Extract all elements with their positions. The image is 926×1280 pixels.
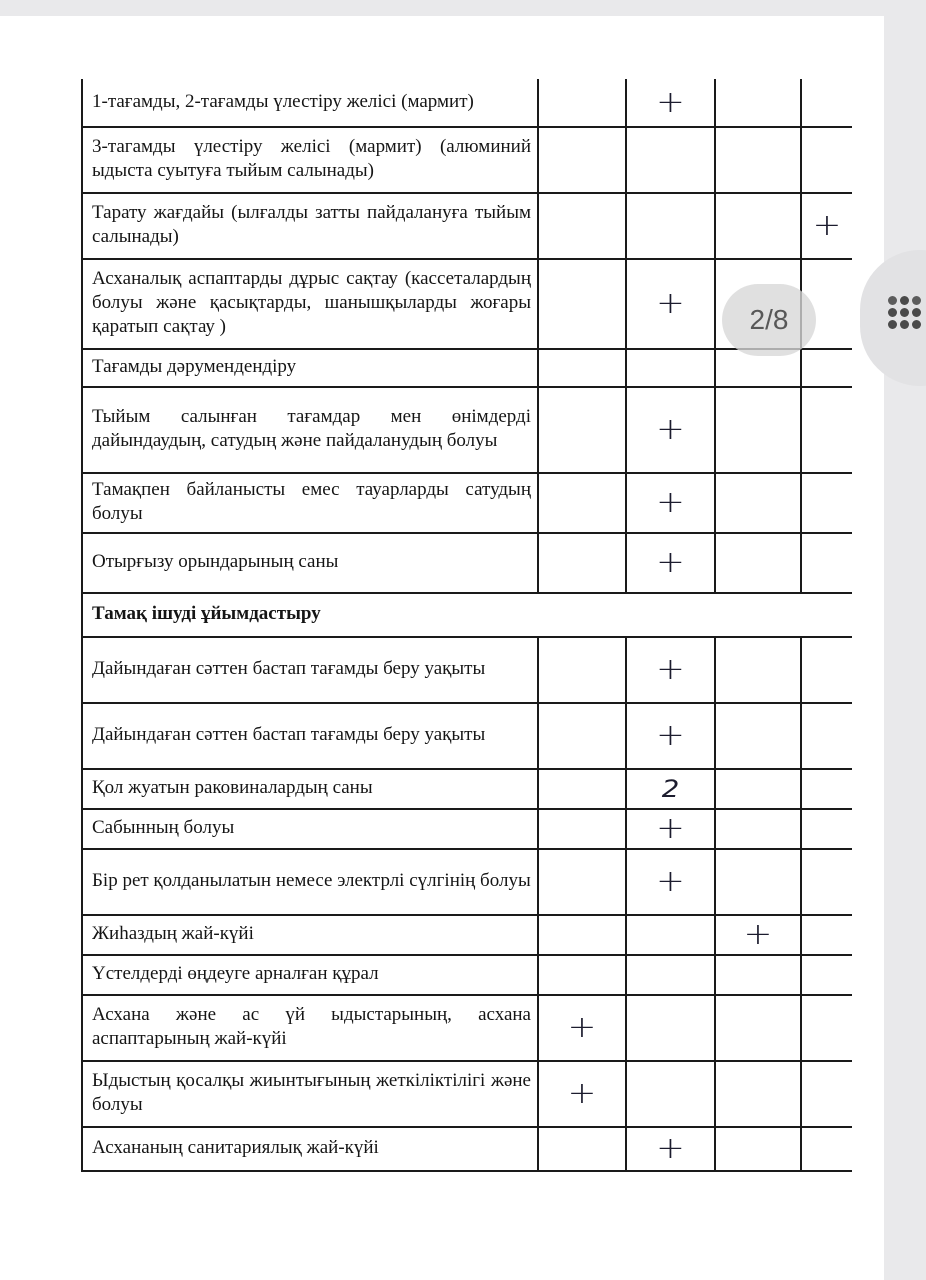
- mark-cell-3: [715, 193, 801, 259]
- section-title: Тамақ ішуді ұйымдастыру: [82, 593, 852, 637]
- mark-cell-1: [538, 955, 626, 995]
- mark-cell-2: [626, 1127, 715, 1171]
- table-row: [82, 995, 852, 1061]
- criterion-label: Жиһаздың жай-күйі: [82, 915, 538, 955]
- mark-cell-1: [538, 193, 626, 259]
- page-indicator: 2/8: [722, 284, 816, 356]
- mark-cell-2: [626, 637, 715, 703]
- mark-cell-2: [626, 193, 715, 259]
- mark-cell-4: [801, 473, 852, 533]
- table-row: [82, 1127, 852, 1171]
- table-row: [82, 849, 852, 915]
- mark-cell-4: [801, 995, 852, 1061]
- mark-cell-1: [538, 809, 626, 849]
- check-mark: +: [656, 718, 685, 753]
- check-mark: +: [656, 84, 685, 120]
- table-row: [82, 473, 852, 533]
- criterion-label: Тамақпен байланысты емес тауарларды сатудың болуы: [82, 473, 538, 533]
- mark-cell-2: [626, 809, 715, 849]
- mark-cell-1: [538, 849, 626, 915]
- criterion-label: Асханалық аспаптарды дұрыс сақтау (кассеталардың болуы және қасықтарды, шанышқыларды жоғары қаратып сақтау ): [82, 259, 538, 349]
- mark-cell-3: [715, 387, 801, 473]
- mark-cell-3: [715, 995, 801, 1061]
- mark-cell-3: [715, 915, 801, 955]
- mark-cell-4: [801, 809, 852, 849]
- mark-cell-1: [538, 1127, 626, 1171]
- mark-cell-3: [715, 79, 801, 127]
- mark-cell-4: [801, 703, 852, 769]
- check-mark: +: [567, 1076, 597, 1111]
- mark-cell-1: [538, 349, 626, 387]
- table-row: [82, 387, 852, 473]
- mark-cell-1: [538, 995, 626, 1061]
- check-mark: +: [656, 485, 685, 520]
- check-mark: +: [656, 864, 685, 899]
- criterion-label: 3-тагамды үлестіру желісі (мармит) (алюминий ыдыста суытуға тыйым салынады): [82, 127, 538, 193]
- mark-cell-3: [715, 703, 801, 769]
- mark-cell-4: [801, 533, 852, 593]
- mark-cell-1: [538, 127, 626, 193]
- check-mark: +: [656, 652, 685, 687]
- mark-cell-4: [801, 637, 852, 703]
- check-mark: +: [656, 1131, 685, 1166]
- mark-cell-2: [626, 127, 715, 193]
- inspection-checklist-table: [81, 79, 852, 1172]
- criterion-label: Үстелдерді өңдеуге арналған құрал: [82, 955, 538, 995]
- check-mark: +: [567, 1010, 597, 1045]
- check-mark: +: [656, 545, 685, 580]
- mark-cell-2: [626, 995, 715, 1061]
- mark-cell-4: [801, 79, 852, 127]
- mark-cell-3: [715, 127, 801, 193]
- mark-cell-4: [801, 1127, 852, 1171]
- mark-cell-3: [715, 533, 801, 593]
- criterion-label: Сабынның болуы: [82, 809, 538, 849]
- table-row: [82, 769, 852, 809]
- table-row: [82, 703, 852, 769]
- mark-cell-4: [801, 955, 852, 995]
- mark-cell-2: [626, 849, 715, 915]
- table-row: [82, 349, 852, 387]
- mark-cell-2: [626, 259, 715, 349]
- mark-cell-1: [538, 533, 626, 593]
- criterion-label: Ыдыстың қосалқы жиынтығының жеткіліктілігі және болуы: [82, 1061, 538, 1127]
- section-header-row: [82, 593, 852, 637]
- table-row: [82, 637, 852, 703]
- criterion-label: Дайындаған сәттен бастап тағамды беру уақыты: [82, 637, 538, 703]
- mark-cell-4: [801, 349, 852, 387]
- mark-cell-3: [715, 1127, 801, 1171]
- criterion-label: Асхана және ас үй ыдыстарының, асхана аспаптарының жай-күйі: [82, 995, 538, 1061]
- mark-cell-3: [715, 769, 801, 809]
- check-mark: +: [656, 811, 685, 846]
- mark-cell-2: [626, 79, 715, 127]
- table-row: [82, 533, 852, 593]
- mark-cell-1: [538, 637, 626, 703]
- criterion-label: Дайындаған сәттен бастап тағамды беру уақыты: [82, 703, 538, 769]
- grid-dots-icon[interactable]: [888, 296, 922, 336]
- table-row: [82, 955, 852, 995]
- mark-cell-2: [626, 387, 715, 473]
- criterion-label: Тағамды дәрумендендіру: [82, 349, 538, 387]
- check-mark: +: [743, 917, 773, 952]
- criterion-label: 1-тағамды, 2-тағамды үлестіру желісі (мармит): [82, 79, 538, 127]
- mark-cell-4: [801, 193, 852, 259]
- mark-cell-4: [801, 915, 852, 955]
- mark-cell-4: [801, 1061, 852, 1127]
- check-mark: +: [656, 412, 685, 447]
- criterion-label: Тыйым салынған тағамдар мен өнімдерді дайындаудың, сатудың және пайдаланудың болуы: [82, 387, 538, 473]
- mark-cell-3: [715, 849, 801, 915]
- mark-cell-2: [626, 533, 715, 593]
- table-row: [82, 127, 852, 193]
- mark-cell-4: [801, 387, 852, 473]
- mark-cell-4: [801, 769, 852, 809]
- criterion-label: Тарату жағдайы (ылғалды затты пайдалануға тыйым салынады): [82, 193, 538, 259]
- handwritten-value: 2: [661, 775, 680, 803]
- criterion-label: Бір рет қолданылатын немесе электрлі сүлгінің болуы: [82, 849, 538, 915]
- mark-cell-1: [538, 1061, 626, 1127]
- mark-cell-3: [715, 1061, 801, 1127]
- mark-cell-2: [626, 473, 715, 533]
- mark-cell-3: [715, 473, 801, 533]
- check-mark: +: [656, 286, 685, 321]
- mark-cell-1: [538, 703, 626, 769]
- table-row: [82, 809, 852, 849]
- mark-cell-4: [801, 127, 852, 193]
- table-row: [82, 193, 852, 259]
- mark-cell-1: [538, 259, 626, 349]
- mark-cell-2: [626, 915, 715, 955]
- mark-cell-1: [538, 473, 626, 533]
- table-row: [82, 79, 852, 127]
- mark-cell-2: [626, 703, 715, 769]
- mark-cell-1: [538, 387, 626, 473]
- mark-cell-2: [626, 1061, 715, 1127]
- criterion-label: Қол жуатын раковиналардың саны: [82, 769, 538, 809]
- table-row: [82, 915, 852, 955]
- mark-cell-2: [626, 955, 715, 995]
- mark-cell-1: [538, 769, 626, 809]
- criterion-label: Отырғызу орындарының саны: [82, 533, 538, 593]
- mark-cell-3: [715, 637, 801, 703]
- mark-cell-3: [715, 955, 801, 995]
- table-row: [82, 1061, 852, 1127]
- check-mark: +: [812, 208, 842, 243]
- mark-cell-1: [538, 915, 626, 955]
- mark-cell-1: [538, 79, 626, 127]
- mark-cell-2: [626, 769, 715, 809]
- mark-cell-2: [626, 349, 715, 387]
- mark-cell-3: [715, 809, 801, 849]
- mark-cell-4: [801, 849, 852, 915]
- criterion-label: Асхананың санитариялық жай-күйі: [82, 1127, 538, 1171]
